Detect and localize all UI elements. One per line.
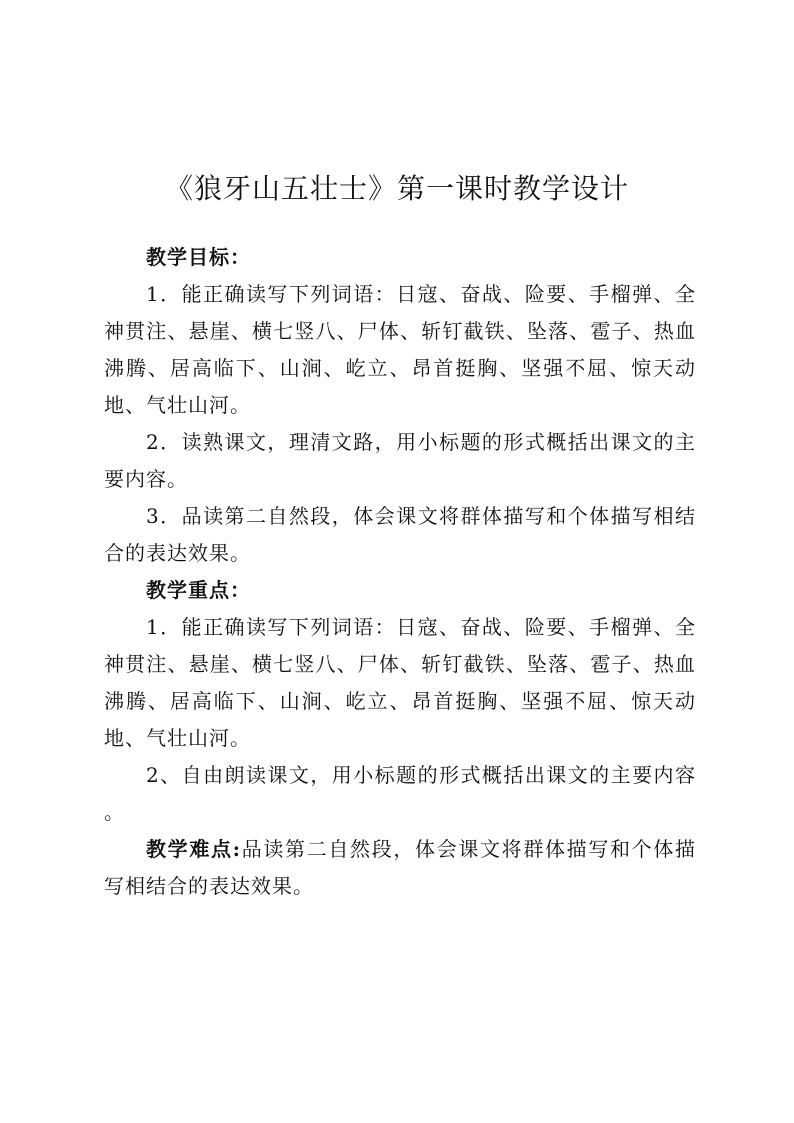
key-point-item-2: 2、自由朗读课文，用小标题的形式概括出课文的主要内容 。 <box>104 763 696 824</box>
document-body <box>104 239 696 905</box>
difficulty-paragraph <box>104 831 696 905</box>
difficulty-heading: 教学难点: <box>146 837 242 861</box>
key-point-item-1: 1．能正确读写下列词语：日寇、奋战、险要、手榴弹、全神贯注、悬崖、横七竖八、尸体、斩钉截铁、坠落、雹子、热血沸腾、居高临下、山涧、屹立、昂首挺胸、坚强不屈、惊天动地、气壮山河。 <box>104 615 696 750</box>
key-points-heading: 教学重点： <box>146 578 251 602</box>
objective-item-3: 3．品读第二自然段，体会课文将群体描写和个体描写相结合的表达效果。 <box>104 504 696 565</box>
difficulty-text: 品读第二自然段，体会课文将群体描写和个体描写相结合的表达效果。 <box>104 837 696 898</box>
objectives-heading: 教学目标： <box>146 245 251 269</box>
objective-item-1: 1．能正确读写下列词语：日寇、奋战、险要、手榴弹、全神贯注、悬崖、横七竖八、尸体、斩钉截铁、坠落、雹子、热血沸腾、居高临下、山涧、屹立、昂首挺胸、坚强不屈、惊天动地、气壮山河。 <box>104 282 696 417</box>
objective-item-2: 2．读熟课文，理清文路，用小标题的形式概括出课文的主要内容。 <box>104 430 696 491</box>
document-title: 《狼牙山五壮士》第一课时教学设计 <box>164 171 629 205</box>
